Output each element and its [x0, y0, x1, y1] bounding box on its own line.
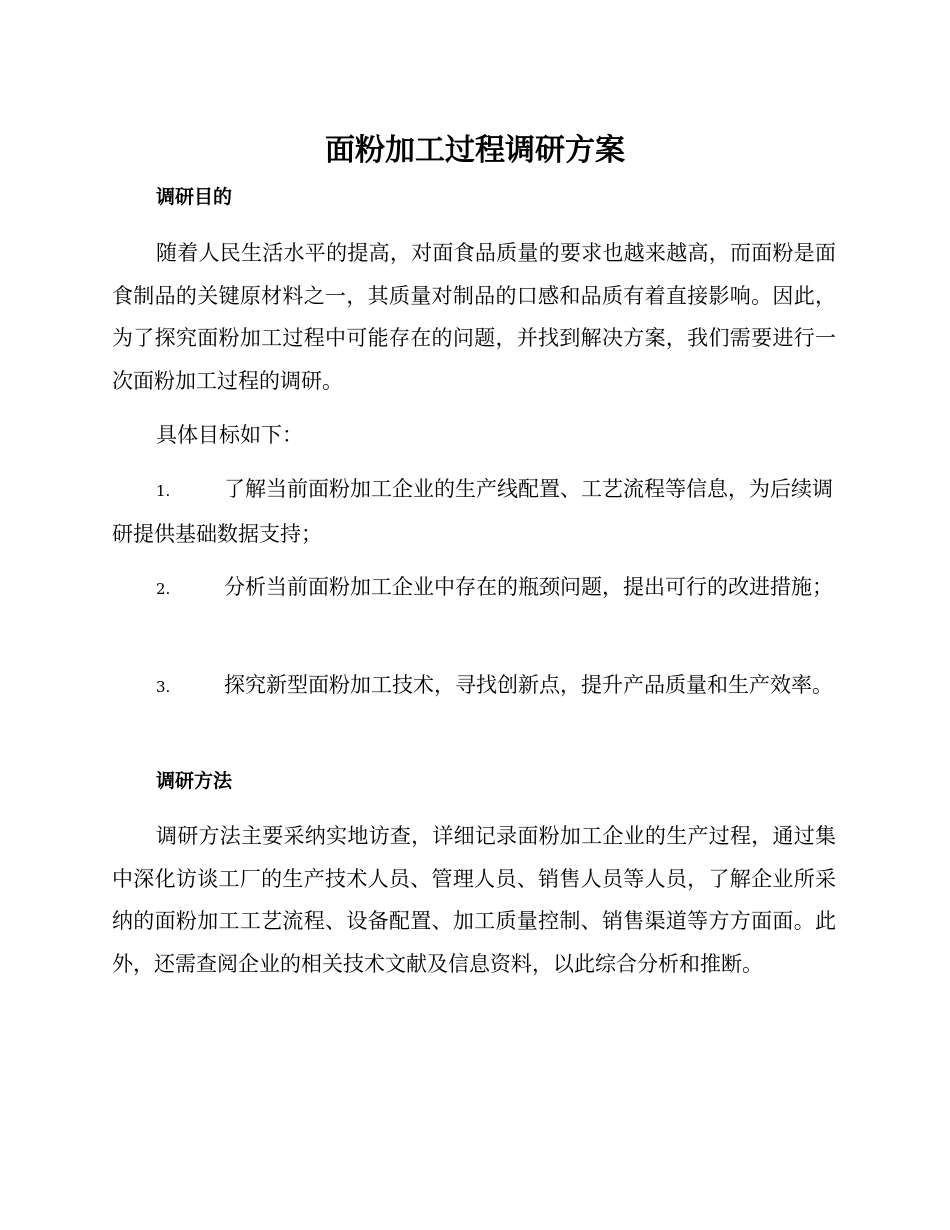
list-item [112, 468, 836, 555]
section-heading-method: 调研方法 [156, 770, 233, 792]
list-item [112, 664, 836, 709]
purpose-paragraph: 随着人民生活水平的提高，对面食品质量的要求也越来越高，而面粉是面食制品的关键原材料之一，其质量对制品的口感和品质有着直接影响。因此，为了探究面粉加工过程中可能存在的问题，并找到解决方案，我们需要进行一次面粉加工过程的调研。 [112, 241, 836, 393]
section-heading-purpose: 调研目的 [156, 186, 233, 208]
list-item-text: 探究新型面粉加工技术，寻找创新点，提升产品质量和生产效率。 [224, 673, 833, 697]
list-item-number: 1. [156, 482, 171, 500]
goals-lead-text: 具体目标如下： [156, 423, 303, 447]
list-item [112, 566, 836, 611]
list-item-text: 了解当前面粉加工企业的生产线配置、工艺流程等信息，为后续调研提供基础数据支持； [112, 477, 833, 546]
list-item-number: 3. [156, 678, 171, 696]
list-item-number: 2. [156, 580, 171, 598]
document-title: 面粉加工过程调研方案 [325, 133, 625, 168]
list-item-text: 分析当前面粉加工企业中存在的瓶颈问题，提出可行的改进措施； [224, 575, 833, 599]
method-paragraph: 调研方法主要采纳实地访查，详细记录面粉加工企业的生产过程，通过集中深化访谈工厂的生产技术人员、管理人员、销售人员等人员，了解企业所采纳的面粉加工工艺流程、设备配置、加工质量控制、销售渠道等方方面面。此外，还需查阅企业的相关技术文献及信息资料，以此综合分析和推断。 [112, 824, 836, 976]
